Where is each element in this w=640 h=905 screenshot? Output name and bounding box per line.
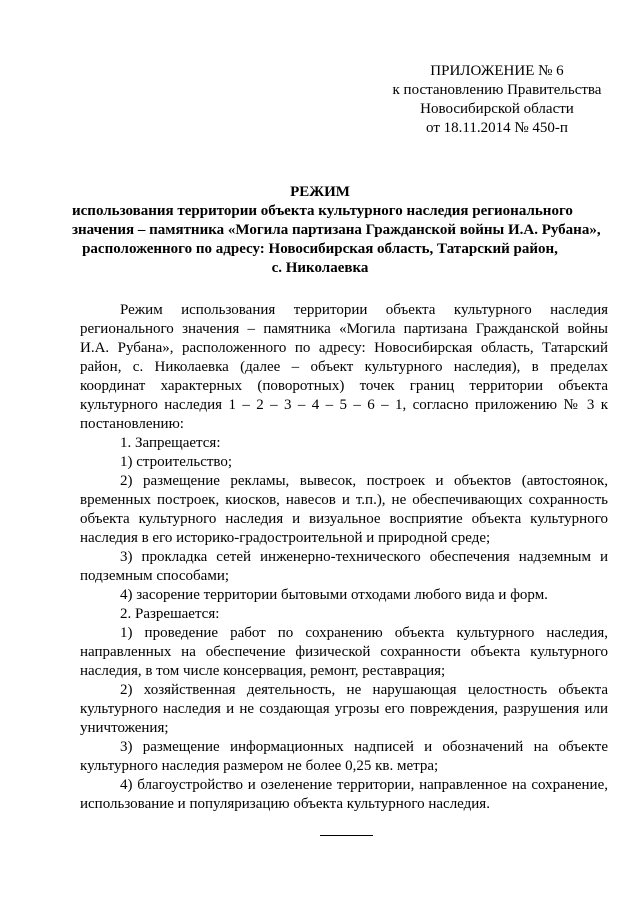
- appendix-number: ПРИЛОЖЕНИЕ № 6: [430, 63, 564, 79]
- permitted-item: 3) размещение информационных надписей и обозначений на объекте культурного наследия размером не более 0,25 кв. метра;: [80, 739, 608, 774]
- prohibited-item: 1) строительство;: [120, 454, 233, 470]
- appendix-region: Новосибирской области: [420, 101, 574, 117]
- permitted-heading: 2. Разрешается:: [120, 606, 220, 622]
- end-divider: [320, 835, 373, 836]
- document-body: [80, 301, 608, 814]
- intro-paragraph: Режим использования территории объекта культурного наследия регионального значения – памятника «Могила партизана Гражданской войны И.А. Рубана», расположенного по адресу: Новосибирская область, Татарский район, с. Николаевка (далее – объект культурного наследия), в пределах координат характерных (поворотных) точек границ территории объекта культурного наследия 1 – 2 – 3 – 4 – 5 – 6 – 1, согласно приложению № 3 к постановлению:: [80, 302, 608, 432]
- title-line: значения – памятника «Могила партизана Гражданской войны И.А. Рубана»,: [72, 222, 601, 238]
- appendix-date-number: от 18.11.2014 № 450-п: [426, 120, 568, 136]
- title-line: с. Николаевка: [271, 260, 369, 276]
- prohibited-heading: 1. Запрещается:: [120, 435, 221, 451]
- prohibited-item: 3) прокладка сетей инженерно-технического обеспечения надземным и подземным способами;: [80, 549, 608, 584]
- prohibited-item: 2) размещение рекламы, вывесок, построек и объектов (автостоянок, временных построек, киосков, навесов и т.п.), не обеспечивающих сохранность объекта культурного наследия и визуальное восприятие объекта культурного наследия в его историко-градостроительной и природной среде;: [80, 473, 608, 546]
- permitted-item: 1) проведение работ по сохранению объекта культурного наследия, направленных на обеспечение физической сохранности объекта культурного наследия, в том числе консервация, ремонт, реставрация;: [80, 625, 608, 679]
- prohibited-item: 4) засорение территории бытовыми отходами любого вида и форм.: [120, 587, 548, 603]
- title-line: расположенного по адресу: Новосибирская область, Татарский район,: [82, 241, 558, 257]
- permitted-item: 2) хозяйственная деятельность, не нарушающая целостность объекта культурного наследия и не создающая угрозы его повреждения, разрушения или уничтожения;: [80, 682, 608, 736]
- title-heading: РЕЖИМ: [290, 184, 350, 200]
- title-line: использования территории объекта культурного наследия регионального: [72, 203, 573, 219]
- appendix-header: [392, 62, 602, 138]
- appendix-reference: к постановлению Правительства: [392, 82, 602, 98]
- document-title: [72, 183, 601, 278]
- permitted-item: 4) благоустройство и озеленение территории, направленное на сохранение, использование и популяризацию объекта культурного наследия.: [80, 777, 608, 812]
